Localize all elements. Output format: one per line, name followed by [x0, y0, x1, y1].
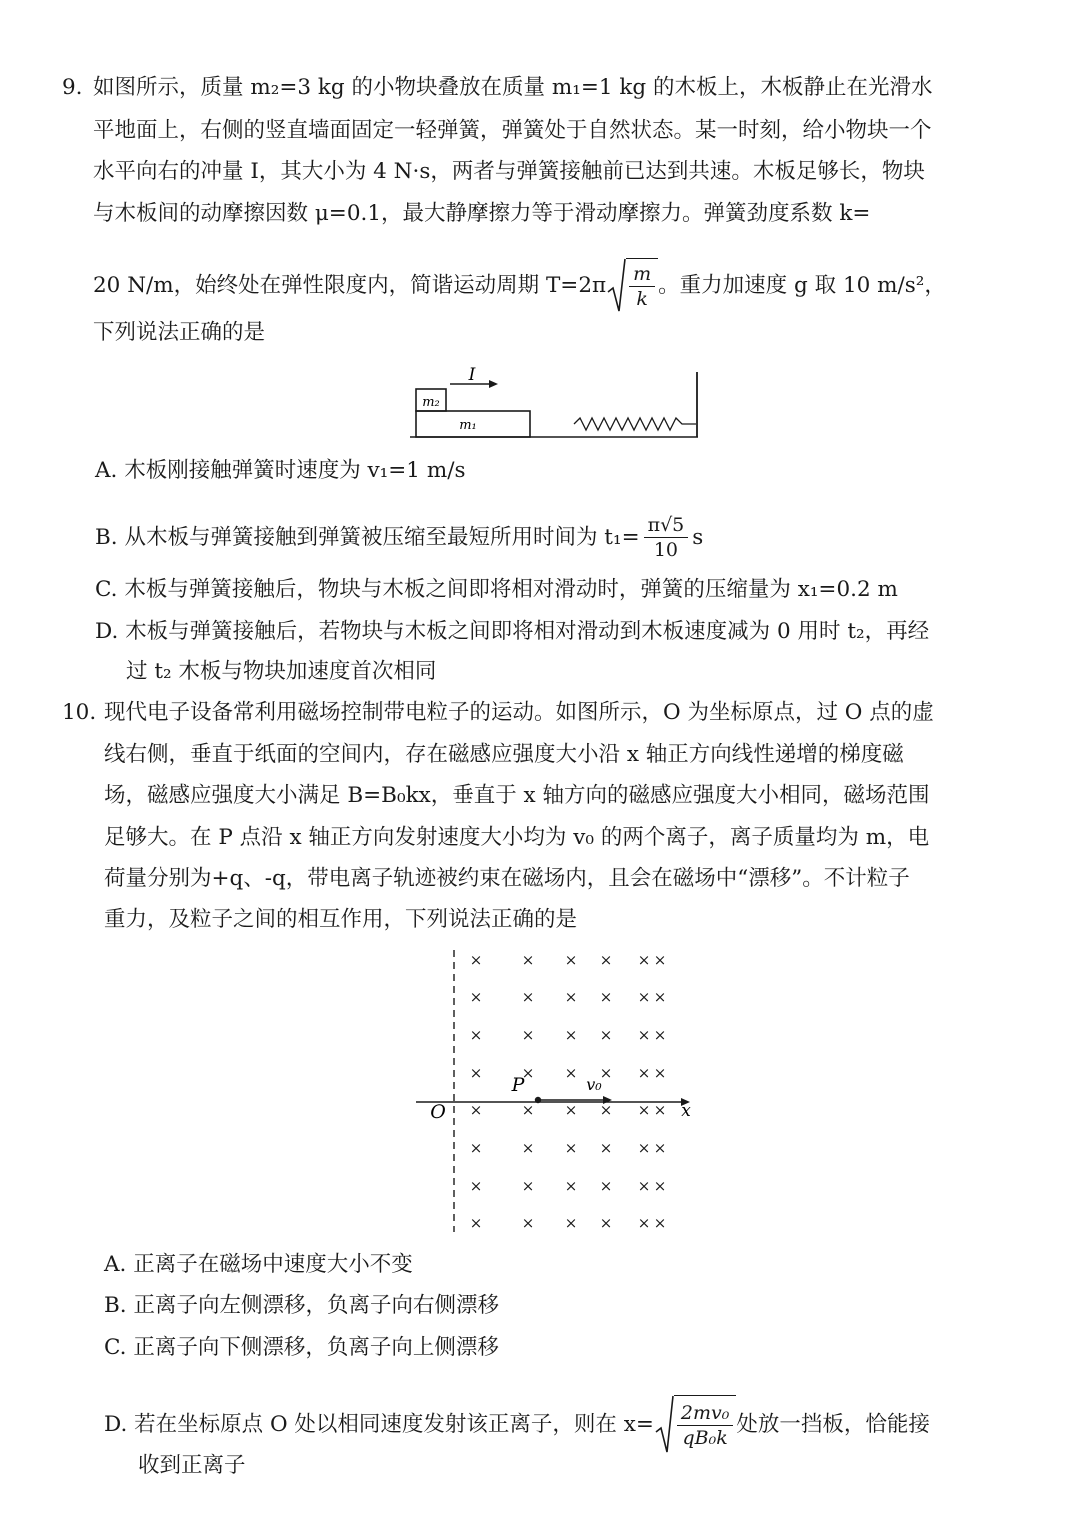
field-cross-r5-c4: ×: [637, 1139, 651, 1157]
q9-stem-line4: 与木板间的动摩擦因数 μ=0.1，最大静摩擦力等于滑动摩擦力。弹簧劲度系数 k=: [93, 201, 871, 226]
field-cross-r1-c3: ×: [599, 988, 613, 1006]
field-cross-r7-c3: ×: [599, 1214, 613, 1232]
q9-option-b-text: B. 从木板与弹簧接触到弹簧被压缩至最短所用时间为 t₁=: [95, 524, 640, 550]
q10-number: 10.: [62, 700, 97, 725]
field-cross-r7-c2: ×: [564, 1214, 578, 1232]
field-cross-r5-c1: ×: [521, 1139, 535, 1157]
q9-option-a[interactable]: A. 木板刚接触弹簧时速度为 v₁=1 m/s: [95, 458, 466, 483]
field-cross-r2-c1: ×: [521, 1026, 535, 1044]
q9-line5-text-after: 。重力加速度 g 取 10 m/s²，: [658, 273, 946, 298]
q10-option-c[interactable]: C. 正离子向下侧漂移，负离子向上侧漂移: [104, 1335, 499, 1360]
q10-option-d-line2[interactable]: 收到正离子: [138, 1453, 246, 1478]
q9-option-c[interactable]: C. 木板与弹簧接触后，物块与木板之间即将相对滑动时，弹簧的压缩量为 x₁=0.2 m: [95, 577, 898, 602]
q10-stem-line1: 现代电子设备常利用磁场控制带电粒子的运动。如图所示，O 为坐标原点，过 O 点的虚: [104, 700, 934, 725]
spring: [574, 418, 696, 430]
field-cross-r6-c4: ×: [637, 1177, 651, 1195]
q10-stem-line5: 荷量分别为+q、-q，带电离子轨迹被约束在磁场内，且会在磁场中“漂移”。不计粒子: [104, 866, 910, 891]
field-cross-r0-c4: ×: [637, 951, 651, 969]
q9-option-b-unit: s: [692, 524, 704, 550]
field-cross-r1-c1: ×: [521, 988, 535, 1006]
q10-stem-line4: 足够大。在 P 点沿 x 轴正方向发射速度大小均为 v₀ 的两个离子，离子质量均为 m，电: [104, 825, 930, 850]
field-cross-r2-c0: ×: [469, 1026, 483, 1044]
q9-stem-line1: 如图所示，质量 m₂=3 kg 的小物块叠放在质量 m₁=1 kg 的木板上，木板静止在光滑水: [93, 75, 933, 100]
q9-number: 9.: [62, 75, 83, 100]
q9-stem-line2: 平地面上，右侧的竖直墙面固定一轻弹簧，弹簧处于自然状态。某一时刻，给小物块一个: [93, 118, 932, 143]
label-p: P: [511, 1074, 525, 1096]
q10-option-d-sqrt: [654, 1395, 736, 1455]
field-cross-r1-c4: ×: [637, 988, 651, 1006]
q9-stem-line6: 下列说法正确的是: [93, 320, 266, 345]
field-cross-r2-c2: ×: [564, 1026, 578, 1044]
field-cross-r7-c5: ×: [653, 1214, 667, 1232]
impulse-arrowhead-icon: [489, 380, 498, 388]
q9-sqrt-numerator: m: [629, 262, 655, 287]
q10-option-d-numerator: 2mv₀: [677, 1401, 733, 1426]
q10-option-d-text-after: 处放一挡板，恰能接: [736, 1412, 930, 1437]
field-cross-r4-c4: ×: [637, 1101, 651, 1119]
label-origin: O: [430, 1101, 446, 1123]
q9-period-sqrt: [606, 258, 658, 314]
field-cross-r3-c2: ×: [564, 1064, 578, 1082]
field-cross-r6-c5: ×: [653, 1177, 667, 1195]
field-cross-r5-c2: ×: [564, 1139, 578, 1157]
field-cross-r1-c5: ×: [653, 988, 667, 1006]
q9-option-d-line1[interactable]: D. 木板与弹簧接触后，若物块与木板之间即将相对滑动到木板速度减为 0 用时 t₂，再经: [95, 619, 930, 644]
label-m1: m₁: [459, 418, 477, 433]
q10-option-d-denominator: qB₀k: [682, 1427, 728, 1449]
q9-sqrt-denominator: k: [636, 288, 648, 310]
field-cross-r3-c1: ×: [521, 1064, 535, 1082]
field-cross-r2-c5: ×: [653, 1026, 667, 1044]
field-cross-r0-c0: ×: [469, 951, 483, 969]
q10-stem-line6: 重力，及粒子之间的相互作用，下列说法正确的是: [104, 907, 578, 932]
field-cross-r6-c1: ×: [521, 1177, 535, 1195]
field-cross-r2-c4: ×: [637, 1026, 651, 1044]
field-cross-r4-c0: ×: [469, 1101, 483, 1119]
field-cross-r4-c3: ×: [599, 1101, 613, 1119]
field-cross-r3-c5: ×: [653, 1064, 667, 1082]
q10-option-a[interactable]: A. 正离子在磁场中速度大小不变: [104, 1252, 413, 1277]
field-cross-r6-c0: ×: [469, 1177, 483, 1195]
q10-stem-line3: 场，磁感应强度大小满足 B=B₀kx，垂直于 x 轴方向的磁感应强度大小相同，磁场范围: [104, 783, 930, 808]
radical-sign-icon: [606, 258, 626, 314]
q9-stem-line3: 水平向右的冲量 I，其大小为 4 N·s，两者与弹簧接触前已达到共速。木板足够长，物块: [93, 159, 925, 184]
q10-option-d[interactable]: [104, 1395, 930, 1455]
field-cross-r4-c2: ×: [564, 1101, 578, 1119]
q9-stem-line5: [93, 258, 946, 314]
radical-sign-icon: [654, 1395, 674, 1455]
label-impulse: I: [468, 365, 476, 385]
field-cross-r6-c3: ×: [599, 1177, 613, 1195]
q9-option-b-numerator: π√5: [644, 513, 689, 538]
field-cross-r3-c4: ×: [637, 1064, 651, 1082]
q9-option-b-denominator: 10: [653, 539, 679, 561]
q10-figure: [410, 944, 700, 1236]
field-cross-r0-c2: ×: [564, 951, 578, 969]
label-v0: v₀: [586, 1075, 602, 1094]
field-cross-r7-c1: ×: [521, 1214, 535, 1232]
q10-stem-line2: 线右侧，垂直于纸面的空间内，存在磁感应强度大小沿 x 轴正方向线性递增的梯度磁: [104, 742, 904, 767]
field-cross-r6-c2: ×: [564, 1177, 578, 1195]
field-cross-r3-c3: ×: [599, 1064, 613, 1082]
label-x: x: [681, 1101, 691, 1121]
field-cross-r0-c5: ×: [653, 951, 667, 969]
field-cross-r0-c1: ×: [521, 951, 535, 969]
field-cross-r1-c0: ×: [469, 988, 483, 1006]
field-cross-r0-c3: ×: [599, 951, 613, 969]
q10-option-b[interactable]: B. 正离子向左侧漂移，负离子向右侧漂移: [104, 1293, 499, 1318]
q9-option-b[interactable]: [95, 513, 703, 562]
field-cross-r5-c0: ×: [469, 1139, 483, 1157]
q9-option-d-line2[interactable]: 过 t₂ 木板与物块加速度首次相同: [126, 659, 437, 684]
field-cross-r2-c3: ×: [599, 1026, 613, 1044]
point-p: [535, 1097, 541, 1103]
field-cross-r7-c0: ×: [469, 1214, 483, 1232]
q9-figure: [400, 358, 710, 446]
q10-option-d-text-before: D. 若在坐标原点 O 处以相同速度发射该正离子，则在 x=: [104, 1412, 654, 1437]
field-cross-r5-c5: ×: [653, 1139, 667, 1157]
field-cross-r1-c2: ×: [564, 988, 578, 1006]
label-m2: m₂: [422, 395, 440, 410]
field-cross-r7-c4: ×: [637, 1214, 651, 1232]
field-cross-r4-c1: ×: [521, 1101, 535, 1119]
field-cross-r3-c0: ×: [469, 1064, 483, 1082]
field-cross-r4-c5: ×: [653, 1101, 667, 1119]
q9-line5-text-before: 20 N/m，始终处在弹性限度内，简谐运动周期 T=2π: [93, 273, 607, 298]
magnetic-field-crosses: [470, 951, 667, 1232]
field-cross-r5-c3: ×: [599, 1139, 613, 1157]
